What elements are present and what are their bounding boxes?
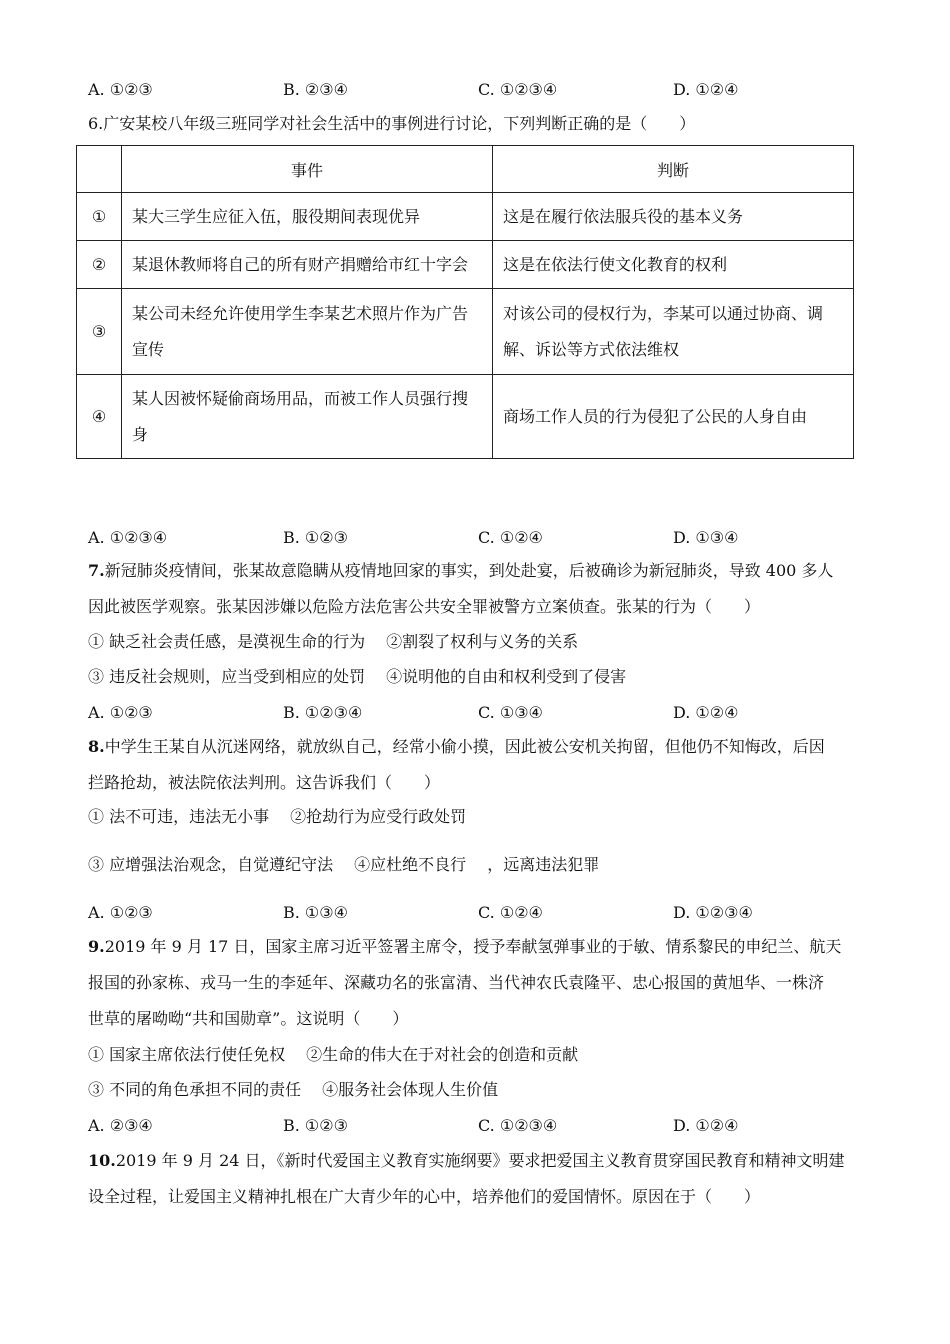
table-header-num (77, 146, 122, 193)
option-c: C. ①②③④ (478, 80, 558, 99)
row-judgement: 商场工作人员的行为侵犯了公民的人身自由 (493, 375, 854, 459)
q9-stem-line: 报国的孙家栋、戎马一生的李延年、深藏功名的张富清、当代神农氏袁隆平、忠心报国的黄旭华、一株济 (88, 973, 825, 992)
q7-options (88, 703, 868, 723)
row-number: ① (77, 193, 122, 241)
row-event-line: 宣传 (132, 339, 165, 359)
q8-stem-line: 拦路抢劫，被法院依法判刑。这告诉我们（ ） (88, 773, 441, 792)
table-row (77, 193, 854, 241)
q9-options (88, 1116, 868, 1136)
q10-text: 2019 年 9 月 24 日，《新时代爱国主义教育实施纲要》要求把爱国主义教育贯穿国民教育和精神文明建 (115, 1151, 845, 1170)
option-a: A. ②③④ (88, 1116, 153, 1135)
option-b: B. ①②③④ (283, 703, 363, 722)
question-number: 10. (88, 1151, 116, 1170)
option-c: C. ①②④ (478, 903, 543, 922)
option-c: C. ①③④ (478, 703, 543, 722)
q9-stem-line (88, 937, 841, 957)
row-number: ② (77, 241, 122, 289)
q5-options (88, 80, 868, 100)
q7-statement: ③ 违反社会规则，应当受到相应的处罚 ④说明他的自由和权利受到了侵害 (88, 667, 627, 686)
option-c: C. ①②③④ (478, 1116, 558, 1135)
q8-statement: ① 法不可违，违法无小事 ②抢劫行为应受行政处罚 (88, 807, 467, 826)
option-b: B. ①②③ (283, 528, 348, 547)
q7-stem-line (88, 561, 833, 581)
q7-stem-line: 因此被医学观察。张某因涉嫌以危险方法危害公共安全罪被警方立案侦查。张某的行为（ ） (88, 597, 761, 616)
row-judgement (493, 289, 854, 375)
option-d: D. ①②④ (673, 703, 739, 722)
option-d: D. ①②④ (673, 1116, 739, 1135)
q10-stem-line (88, 1151, 845, 1171)
q9-statement: ① 国家主席依法行使任免权 ②生命的伟大在于对社会的创造和贡献 (88, 1045, 579, 1064)
row-event: 某退休教师将自己的所有财产捐赠给市红十字会 (122, 241, 493, 289)
row-event-line: 某人因被怀疑偷商场用品，而被工作人员强行搜 (132, 388, 469, 408)
option-a: A. ①②③ (88, 903, 153, 922)
option-b: B. ①②③ (283, 1116, 348, 1135)
row-judgement-line: 对该公司的侵权行为，李某可以通过协商、调 (503, 303, 824, 323)
option-c: C. ①②④ (478, 528, 543, 547)
row-number: ③ (77, 289, 122, 375)
row-event: 某大三学生应征入伍，服役期间表现优异 (122, 193, 493, 241)
question-number: 8. (88, 737, 105, 756)
q9-statement: ③ 不同的角色承担不同的责任 ④服务社会体现人生价值 (88, 1080, 499, 1099)
q7-statement: ① 缺乏社会责任感，是漠视生命的行为 ②割裂了权利与义务的关系 (88, 632, 579, 651)
q9-text: 2019 年 9 月 17 日，国家主席习近平签署主席令，授予奉献氢弹事业的于敏、情系黎民的申纪兰、航天 (104, 937, 842, 956)
table-header-judgement: 判断 (493, 146, 854, 193)
row-judgement: 这是在依法行使文化教育的权利 (493, 241, 854, 289)
q10-stem-line: 设全过程，让爱国主义精神扎根在广大青少年的心中，培养他们的爱国情怀。原因在于（ ） (88, 1187, 761, 1206)
option-b: B. ①③④ (283, 903, 348, 922)
option-b: B. ②③④ (283, 80, 348, 99)
table-header-event: 事件 (122, 146, 493, 193)
q9-stem-line: 世草的屠呦呦“共和国勋章”。这说明（ ） (88, 1009, 409, 1028)
table-row (77, 375, 854, 459)
option-a: A. ①②③ (88, 80, 153, 99)
option-d: D. ①②③④ (673, 903, 753, 922)
q6-stem: 6.广安某校八年级三班同学对社会生活中的事例进行讨论，下列判断正确的是（ ） (88, 114, 696, 133)
question-number: 7. (88, 561, 105, 580)
row-event-line: 身 (132, 424, 149, 444)
row-judgement-line: 解、诉讼等方式依法维权 (503, 339, 680, 359)
question-number: 9. (88, 937, 105, 956)
q6-options (88, 528, 868, 548)
row-event-line: 某公司未经允许使用学生李某艺术照片作为广告 (132, 303, 469, 323)
row-judgement: 这是在履行依法服兵役的基本义务 (493, 193, 854, 241)
row-number: ④ (77, 375, 122, 459)
row-event (122, 289, 493, 375)
table-row (77, 241, 854, 289)
option-a: A. ①②③④ (88, 528, 168, 547)
option-d: D. ①③④ (673, 528, 739, 547)
row-event (122, 375, 493, 459)
q7-text: 新冠肺炎疫情间，张某故意隐瞒从疫情地回家的事实，到处赴宴，后被确诊为新冠肺炎，导致 400 多人 (104, 561, 834, 580)
q6-table (76, 145, 854, 459)
q8-options (88, 903, 868, 923)
q8-text: 中学生王某自从沉迷网络，就放纵自己，经常小偷小摸，因此被公安机关拘留，但他仍不知悔改，后因 (104, 737, 825, 756)
table-row (77, 289, 854, 375)
q8-stem-line (88, 737, 825, 757)
option-a: A. ①②③ (88, 703, 153, 722)
table-header-row (77, 146, 854, 193)
q8-statement: ③ 应增强法治观念，自觉遵纪守法 ④应杜绝不良行 ，远离违法犯罪 (88, 855, 600, 874)
option-d: D. ①②④ (673, 80, 739, 99)
